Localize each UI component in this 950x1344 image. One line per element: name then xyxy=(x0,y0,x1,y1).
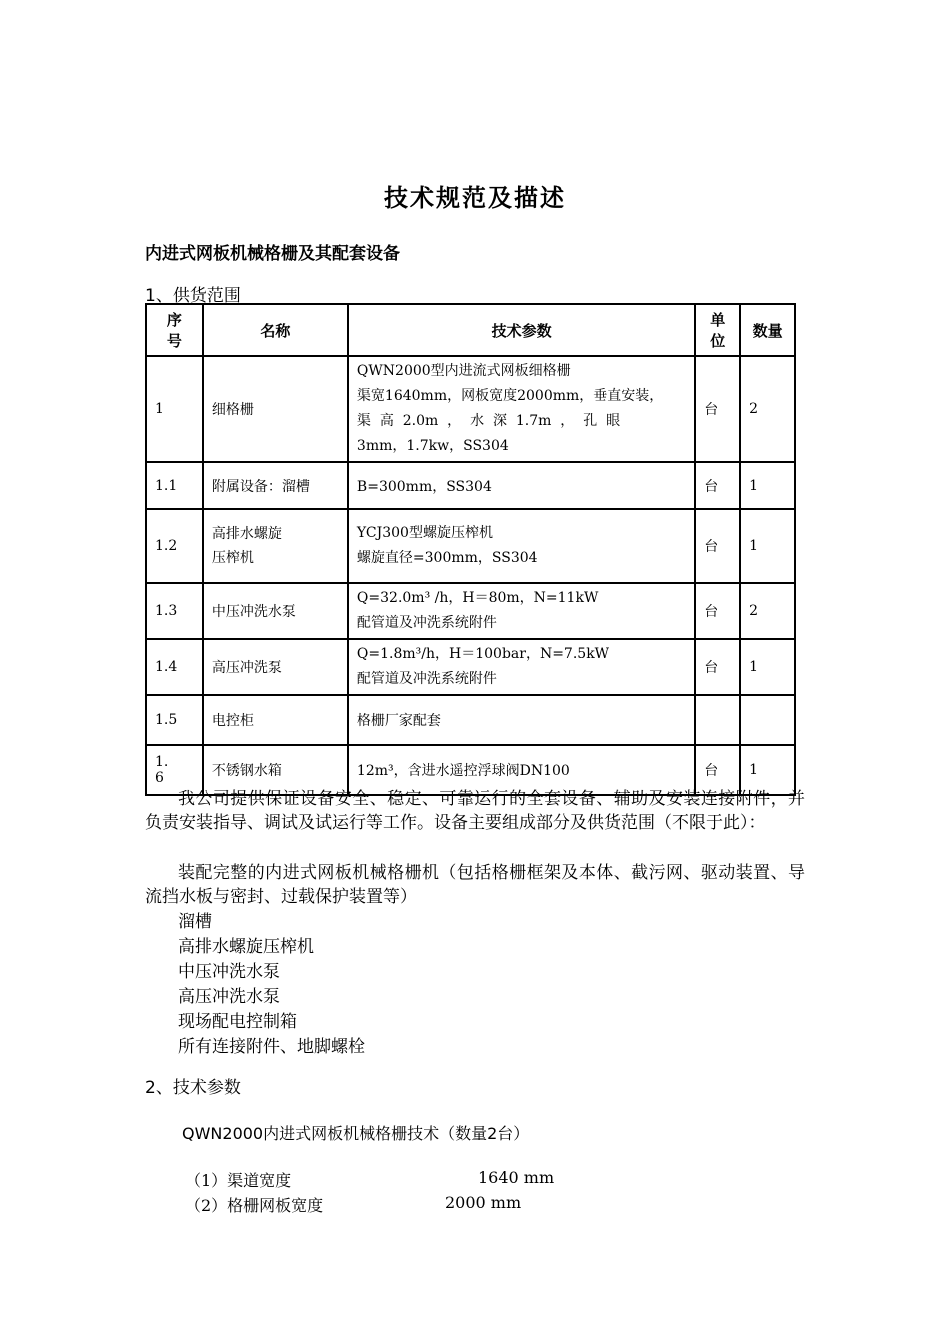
cell-seq: 1 xyxy=(146,356,203,462)
assembly-paragraph: 装配完整的内进式网板机械格栅机（包括格栅框架及本体、截污网、驱动装置、导流挡水板与密封、过载保护装置等） xyxy=(145,863,805,907)
document-title: 技术规范及描述 xyxy=(384,183,566,212)
cell-name: 附属设备：溜槽 xyxy=(203,462,348,509)
cell-params: YCJ300型螺旋压榨机 螺旋直径=300mm，SS304 xyxy=(348,509,695,583)
supply-table xyxy=(145,303,796,796)
cell-name: 中压冲洗水泵 xyxy=(203,583,348,639)
cell-qty xyxy=(740,695,795,745)
table-row xyxy=(146,462,795,509)
cell-seq: 1.2 xyxy=(146,509,203,583)
header-seq: 序 号 xyxy=(146,304,203,356)
list-item: 现场配电控制箱 xyxy=(178,1012,297,1032)
cell-unit: 台 xyxy=(695,745,740,795)
cell-name: 高排水螺旋 压榨机 xyxy=(203,509,348,583)
spec-label: （2）格栅网板宽度 xyxy=(185,1196,324,1215)
supply-paragraph: 我公司提供保证设备安全、稳定、可靠运行的全套设备、辅助及安装连接附件，并负责安装指导、调试及试运行等工作。设备主要组成部分及供货范围（不限于此）： xyxy=(145,789,805,833)
table-row xyxy=(146,509,795,583)
supply-scope-heading: 1、供货范围 xyxy=(145,286,241,306)
header-name: 名称 xyxy=(203,304,348,356)
cell-seq: 1.1 xyxy=(146,462,203,509)
list-item: 高排水螺旋压榨机 xyxy=(178,937,314,957)
list-item: 所有连接附件、地脚螺栓 xyxy=(178,1037,365,1057)
table-row xyxy=(146,639,795,695)
cell-unit: 台 xyxy=(695,583,740,639)
cell-params: Q=1.8m³/h，H＝100bar，N=7.5kW 配管道及冲洗系统附件 xyxy=(348,639,695,695)
spec-row xyxy=(185,1168,555,1191)
table-row xyxy=(146,583,795,639)
cell-name: 不锈钢水箱 xyxy=(203,745,348,795)
cell-qty: 2 xyxy=(740,583,795,639)
cell-qty: 1 xyxy=(740,639,795,695)
table-row xyxy=(146,695,795,745)
cell-qty: 1 xyxy=(740,462,795,509)
cell-name: 细格栅 xyxy=(203,356,348,462)
cell-unit xyxy=(695,695,740,745)
section-heading: 内进式网板机械格栅及其配套设备 xyxy=(145,244,400,264)
cell-params: B=300mm，SS304 xyxy=(348,462,695,509)
cell-unit: 台 xyxy=(695,462,740,509)
cell-params: 格栅厂家配套 xyxy=(348,695,695,745)
cell-seq: 1. 6 xyxy=(146,745,203,795)
list-item: 中压冲洗水泵 xyxy=(178,962,280,982)
cell-seq: 1.5 xyxy=(146,695,203,745)
header-params: 技术参数 xyxy=(348,304,695,356)
cell-seq: 1.3 xyxy=(146,583,203,639)
cell-name: 电控柜 xyxy=(203,695,348,745)
cell-seq: 1.4 xyxy=(146,639,203,695)
spec-label: （1）渠道宽度 xyxy=(185,1171,292,1190)
tech-params-heading: 2、技术参数 xyxy=(145,1078,241,1098)
header-qty: 数量 xyxy=(740,304,795,356)
cell-unit: 台 xyxy=(695,639,740,695)
cell-params: 12m³，含进水遥控浮球阀DN100 xyxy=(348,745,695,795)
cell-qty: 2 xyxy=(740,356,795,462)
cell-unit: 台 xyxy=(695,509,740,583)
header-unit: 单 位 xyxy=(695,304,740,356)
cell-unit: 台 xyxy=(695,356,740,462)
spec-value: 1640 mm xyxy=(478,1168,555,1187)
list-item: 高压冲洗水泵 xyxy=(178,987,280,1007)
spec-value: 2000 mm xyxy=(445,1193,522,1212)
list-item: 溜槽 xyxy=(178,912,212,932)
cell-qty: 1 xyxy=(740,509,795,583)
table-header-row xyxy=(146,304,795,356)
cell-name: 高压冲洗泵 xyxy=(203,639,348,695)
scope-list xyxy=(178,910,365,1060)
cell-params: Q=32.0m³ /h，H＝80m，N=11kW 配管道及冲洗系统附件 xyxy=(348,583,695,639)
cell-params: QWN2000型内进流式网板细格栅 渠宽1640mm，网板宽度2000mm，垂直安装， 渠 高 2.0m ， 水 深 1.7m ， 孔 眼 3mm，1.7kw，SS304 xyxy=(348,356,695,462)
cell-qty: 1 xyxy=(740,745,795,795)
tech-subheading: QWN2000内进式网板机械格栅技术（数量2台） xyxy=(182,1124,530,1143)
table-row xyxy=(146,356,795,462)
spec-row xyxy=(185,1193,522,1216)
